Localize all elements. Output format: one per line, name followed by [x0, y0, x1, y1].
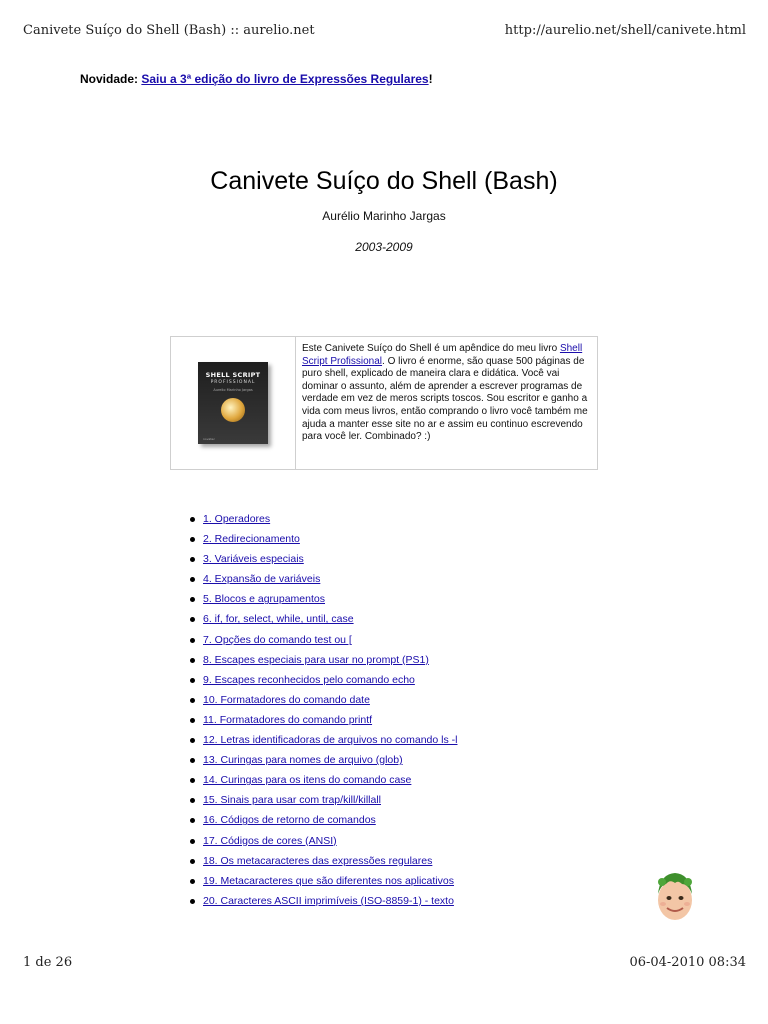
promo-text-before: Este Canivete Suíço do Shell é um apêndice do meu livro	[302, 343, 560, 354]
toc-item	[190, 571, 457, 591]
toc-item	[190, 873, 457, 893]
toc-link-12[interactable]: 12. Letras identificadoras de arquivos no comando ls -l	[203, 734, 458, 747]
print-datetime: 06-04-2010 08:34	[629, 955, 746, 970]
toc-link-14[interactable]: 14. Curingas para os itens do comando case	[203, 774, 412, 787]
toc-link-16[interactable]: 16. Códigos de retorno de comandos	[203, 814, 376, 827]
toc-item	[190, 672, 457, 692]
toc-link-10[interactable]: 10. Formatadores do comando date	[203, 693, 370, 706]
table-of-contents	[190, 511, 457, 913]
book-cover-subtitle: PROFISSIONAL	[210, 380, 256, 385]
snail-shell-icon	[221, 398, 245, 422]
toc-link-2[interactable]: 2. Redirecionamento	[203, 533, 300, 546]
toc-item	[190, 853, 457, 873]
years: 2003-2009	[355, 240, 413, 254]
toc-item	[190, 812, 457, 832]
toc-link-4[interactable]: 4. Expansão de variáveis	[203, 573, 321, 586]
toc-link-7[interactable]: 7. Opções do comando test ou [	[203, 633, 352, 646]
toc-item	[190, 652, 457, 672]
news-banner	[80, 72, 433, 86]
toc-link-20[interactable]: 20. Caracteres ASCII imprimíveis (ISO-8859-1) - texto	[203, 894, 454, 907]
book-cover-title: SHELL SCRIPT	[205, 371, 261, 379]
toc-link-9[interactable]: 9. Escapes reconhecidos pelo comando echo	[203, 673, 415, 686]
toc-item	[190, 732, 457, 752]
toc-link-17[interactable]: 17. Códigos de cores (ANSI)	[203, 834, 337, 847]
print-header-title: Canivete Suíço do Shell (Bash) :: aurelio.net	[23, 23, 315, 38]
toc-item	[190, 692, 457, 712]
book-promo-text	[296, 337, 597, 469]
toc-item	[190, 611, 457, 631]
book-link[interactable]: Shell Script Profissional	[302, 343, 583, 367]
toc-link-3[interactable]: 3. Variáveis especiais	[203, 553, 304, 566]
book-cover-publisher: novatec	[203, 437, 216, 441]
toc-link-11[interactable]: 11. Formatadores do comando printf	[203, 713, 373, 726]
book-cover-cell	[171, 337, 296, 469]
news-suffix: !	[428, 72, 433, 86]
toc-item	[190, 712, 457, 732]
toc-link-18[interactable]: 18. Os metacaracteres das expressões regulares	[203, 854, 433, 867]
toc-link-5[interactable]: 5. Blocos e agrupamentos	[203, 593, 325, 606]
toc-item	[190, 511, 457, 531]
book-promo-box	[170, 336, 598, 470]
mascot-face-icon	[654, 870, 696, 922]
toc-item	[190, 833, 457, 853]
toc-item	[190, 752, 457, 772]
print-header-url: http://aurelio.net/shell/canivete.html	[504, 23, 746, 38]
toc-item	[190, 772, 457, 792]
toc-link-8[interactable]: 8. Escapes especiais para usar no prompt (PS1)	[203, 653, 429, 666]
toc-item	[190, 551, 457, 571]
toc-item	[190, 893, 457, 913]
page-number: 1 de 26	[23, 955, 73, 970]
toc-item	[190, 591, 457, 611]
book-cover-author: Aurelio Marinho Jargas	[213, 388, 253, 392]
news-link[interactable]: Saiu a 3ª edição do livro de Expressões Regulares	[141, 72, 429, 86]
toc-item	[190, 632, 457, 652]
toc-link-15[interactable]: 15. Sinais para usar com trap/kill/killall	[203, 794, 381, 807]
promo-text-after: . O livro é enorme, são quase 500 páginas de puro shell, explicado de maneira clara e didática. Você vai dominar o assunto, além de aprender a escrever programas de verdade em vez de meros scripts toscos. Sou escritor e ganho a vida com meus livros, então comprando o livro você também me ajuda a manter esse site no ar e assim eu continuo escrevendo para você ler. Combinado? :)	[302, 355, 588, 443]
news-label: Novidade:	[80, 72, 139, 86]
author-name: Aurélio Marinho Jargas	[322, 209, 446, 223]
book-cover-image[interactable]	[198, 362, 268, 444]
page-title: Canivete Suíço do Shell (Bash)	[210, 166, 558, 195]
toc-item	[190, 531, 457, 551]
toc-link-6[interactable]: 6. if, for, select, while, until, case	[203, 613, 354, 626]
toc-item	[190, 792, 457, 812]
toc-link-13[interactable]: 13. Curingas para nomes de arquivo (glob)	[203, 754, 403, 767]
toc-link-19[interactable]: 19. Metacaracteres que são diferentes nos aplicativos	[203, 874, 454, 887]
toc-link-1[interactable]: 1. Operadores	[203, 513, 271, 525]
